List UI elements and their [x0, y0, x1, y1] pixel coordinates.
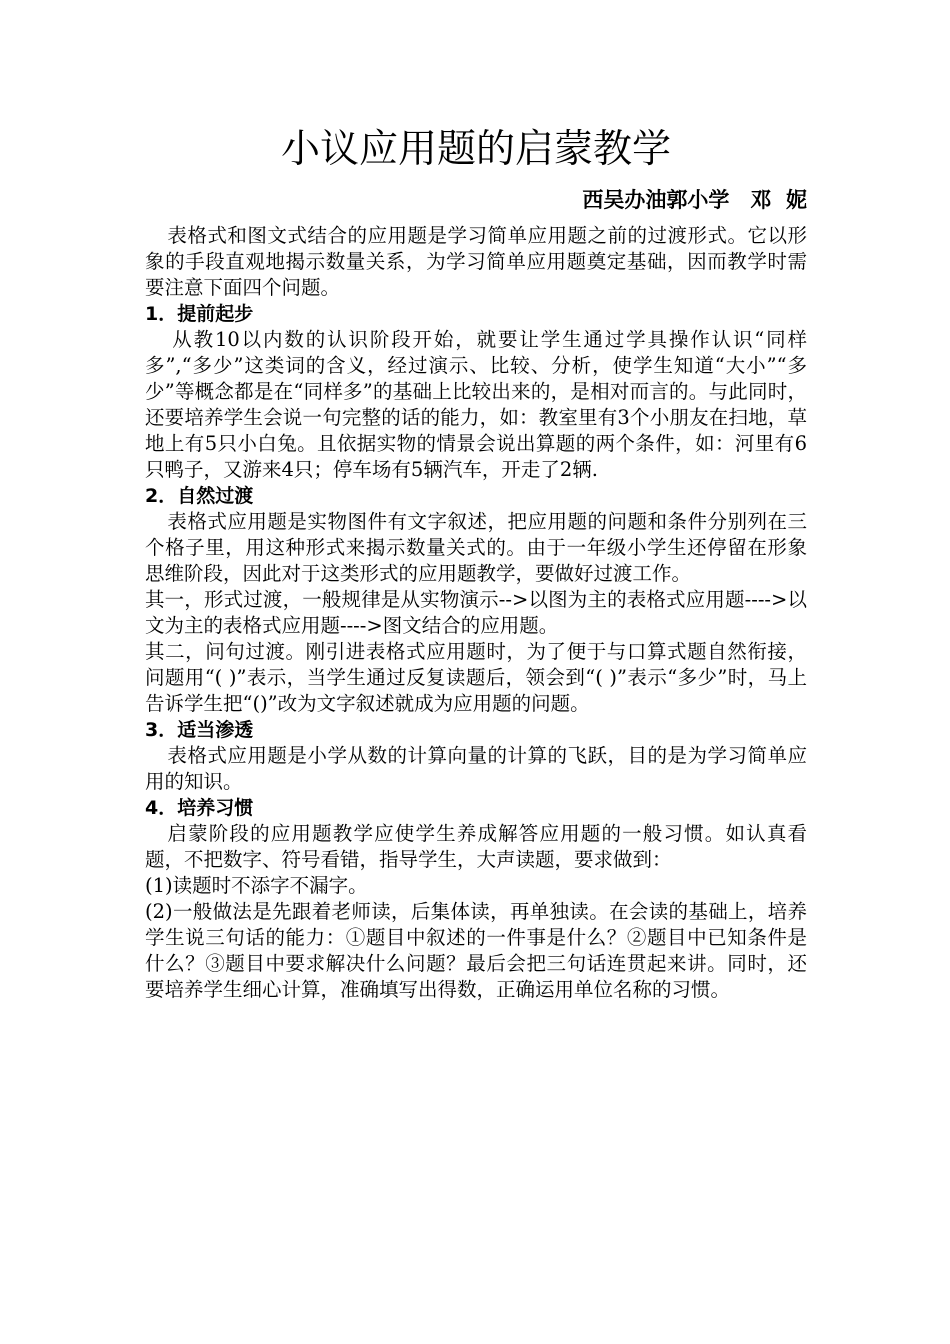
section-heading: 2．自然过渡 [145, 485, 254, 507]
document-title: 小议应用题的启蒙教学 [280, 127, 671, 172]
intro-paragraph: 表格式和图文式结合的应用题是学习简单应用题之前的过渡形式。它以形象的手段直观地揭示数量关系，为学习简单应用题奠定基础，因而教学时需要注意下面四个问题。 [145, 224, 807, 299]
section-4 [145, 795, 807, 1003]
paragraph: 表格式应用题是小学从数的计算向量的计算的飞跃，目的是为学习简单应用的知识。 [145, 744, 807, 793]
paragraph: 从教10以内数的认识阶段开始，就要让学生通过学具操作认识“同样多”,“多少”这类词的含义，经过演示、比较、分析，使学生知道“大小”“多少”等概念都是在“同样多”的基础上比较出来的，是相对而言的。与此同时，还要培养学生会说一句完整的话的能力，如：教室里有3个小朋友在扫地，草地上有5只小白兔。且依据实物的情景会说出算题的两个条件，如：河里有6只鸭子，又游来4只；停车场有5辆汽车，开走了2辆. [145, 328, 807, 481]
section-heading: 4．培养习惯 [145, 797, 254, 819]
paragraph: 其一，形式过渡，一般规律是从实物演示-->以图为主的表格式应用题---->以文为主的表格式应用题---->图文结合的应用题。 [145, 588, 807, 637]
paragraph: (2)一般做法是先跟着老师读，后集体读，再单独读。在会读的基础上，培养学生说三句话的能力：①题目中叙述的一件事是什么？②题目中已知条件是什么？③题目中要求解决什么问题？最后会把三句话连贯起来讲。同时，还要培养学生细心计算，准确填写出得数，正确运用单位名称的习惯。 [145, 900, 807, 1001]
section-3 [145, 717, 807, 795]
paragraph: 启蒙阶段的应用题教学应使学生养成解答应用题的一般习惯。如认真看题，不把数字、符号看错，指导学生，大声读题，要求做到： [145, 822, 807, 871]
paragraph: (1)读题时不添字不漏字。 [145, 874, 368, 897]
section-heading: 1．提前起步 [145, 303, 254, 325]
section-heading: 3．适当渗透 [145, 719, 254, 741]
paragraph: 表格式应用题是实物图件有文字叙述，把应用题的问题和条件分别列在三个格子里，用这种形式来揭示数量关式的。由于一年级小学生还停留在形象思维阶段，因此对于这类形式的应用题教学，要做好过渡工作。 [145, 510, 807, 585]
section-2 [145, 483, 807, 717]
paragraph: 其二，问句过渡。刚引进表格式应用题时，为了便于与口算式题自然衔接，问题用“( )”表示，当学生通过反复读题后，领会到“( )”表示“多少”时，马上告诉学生把“()”改为文字叙述就成为应用题的问题。 [145, 640, 807, 715]
section-1 [145, 301, 807, 483]
document-body [145, 223, 807, 1003]
author-line: 西吴办油郭小学 邓 妮 [582, 188, 807, 212]
